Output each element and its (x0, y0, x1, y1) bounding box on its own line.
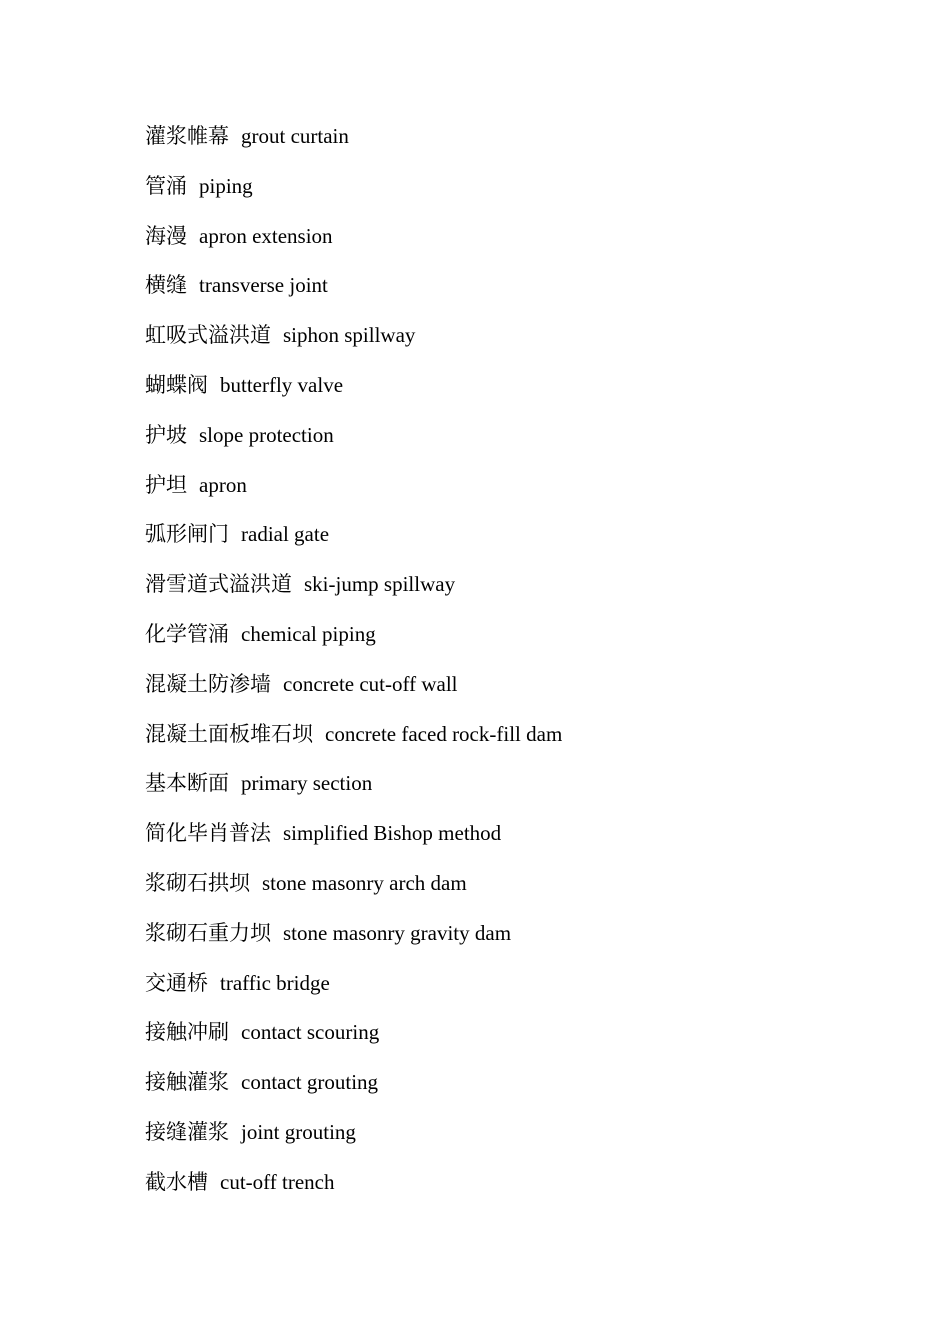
term-english: cut-off trench (220, 1169, 335, 1194)
term-english: siphon spillway (283, 323, 416, 348)
term-english: apron extension (199, 223, 333, 248)
term-english: primary section (241, 771, 373, 796)
term-english: contact grouting (241, 1070, 379, 1095)
term-english: chemical piping (241, 621, 376, 646)
term-chinese: 横缝 (145, 273, 187, 298)
term-chinese: 接触灌浆 (145, 1070, 229, 1095)
glossary-list (145, 120, 562, 1216)
glossary-entry (145, 767, 562, 817)
term-chinese: 混凝土面板堆石坝 (145, 721, 313, 746)
term-english: joint grouting (241, 1119, 356, 1144)
term-english: simplified Bishop method (283, 821, 502, 846)
term-chinese: 护坡 (145, 422, 187, 447)
term-english: piping (199, 173, 253, 198)
glossary-entry (145, 120, 562, 170)
term-english: concrete cut-off wall (283, 671, 458, 696)
term-english: slope protection (199, 422, 334, 447)
term-chinese: 混凝土防渗墙 (145, 671, 271, 696)
term-chinese: 护坦 (145, 472, 187, 497)
term-chinese: 基本断面 (145, 771, 229, 796)
term-chinese: 弧形闸门 (145, 522, 229, 547)
glossary-entry (145, 220, 562, 270)
term-chinese: 虹吸式溢洪道 (145, 323, 271, 348)
term-english: butterfly valve (220, 372, 344, 397)
term-chinese: 简化毕肖普法 (145, 821, 271, 846)
term-chinese: 接触冲刷 (145, 1020, 229, 1045)
term-chinese: 灌浆帷幕 (145, 124, 229, 148)
glossary-entry (145, 917, 562, 967)
term-chinese: 浆砌石重力坝 (145, 920, 271, 945)
term-chinese: 浆砌石拱坝 (145, 870, 250, 895)
term-chinese: 管涌 (145, 173, 187, 198)
glossary-entry (145, 369, 562, 419)
term-english: ski-jump spillway (304, 572, 456, 597)
glossary-entry (145, 518, 562, 568)
term-english: stone masonry arch dam (262, 870, 467, 895)
term-chinese: 海漫 (145, 223, 187, 248)
term-chinese: 接缝灌浆 (145, 1119, 229, 1144)
glossary-entry (145, 817, 562, 867)
glossary-entry (145, 1116, 562, 1166)
term-english: concrete faced rock-fill dam (325, 721, 563, 746)
glossary-entry (145, 718, 562, 768)
term-chinese: 化学管涌 (145, 621, 229, 646)
term-english: contact scouring (241, 1020, 380, 1045)
glossary-entry (145, 618, 562, 668)
glossary-entry (145, 1016, 562, 1066)
term-english: radial gate (241, 522, 330, 547)
term-chinese: 交通桥 (145, 970, 208, 995)
glossary-entry (145, 1166, 562, 1216)
glossary-entry (145, 867, 562, 917)
glossary-entry (145, 1066, 562, 1116)
term-english: transverse joint (199, 273, 328, 298)
term-chinese: 滑雪道式溢洪道 (145, 572, 292, 597)
term-english: grout curtain (241, 124, 349, 148)
glossary-entry (145, 319, 562, 369)
glossary-entry (145, 967, 562, 1017)
glossary-entry (145, 668, 562, 718)
glossary-entry (145, 419, 562, 469)
term-english: traffic bridge (220, 970, 330, 995)
glossary-entry (145, 269, 562, 319)
term-chinese: 截水槽 (145, 1169, 208, 1194)
term-english: stone masonry gravity dam (283, 920, 512, 945)
glossary-entry (145, 568, 562, 618)
glossary-entry (145, 469, 562, 519)
term-chinese: 蝴蝶阀 (145, 372, 208, 397)
glossary-entry (145, 170, 562, 220)
term-english: apron (199, 472, 247, 497)
